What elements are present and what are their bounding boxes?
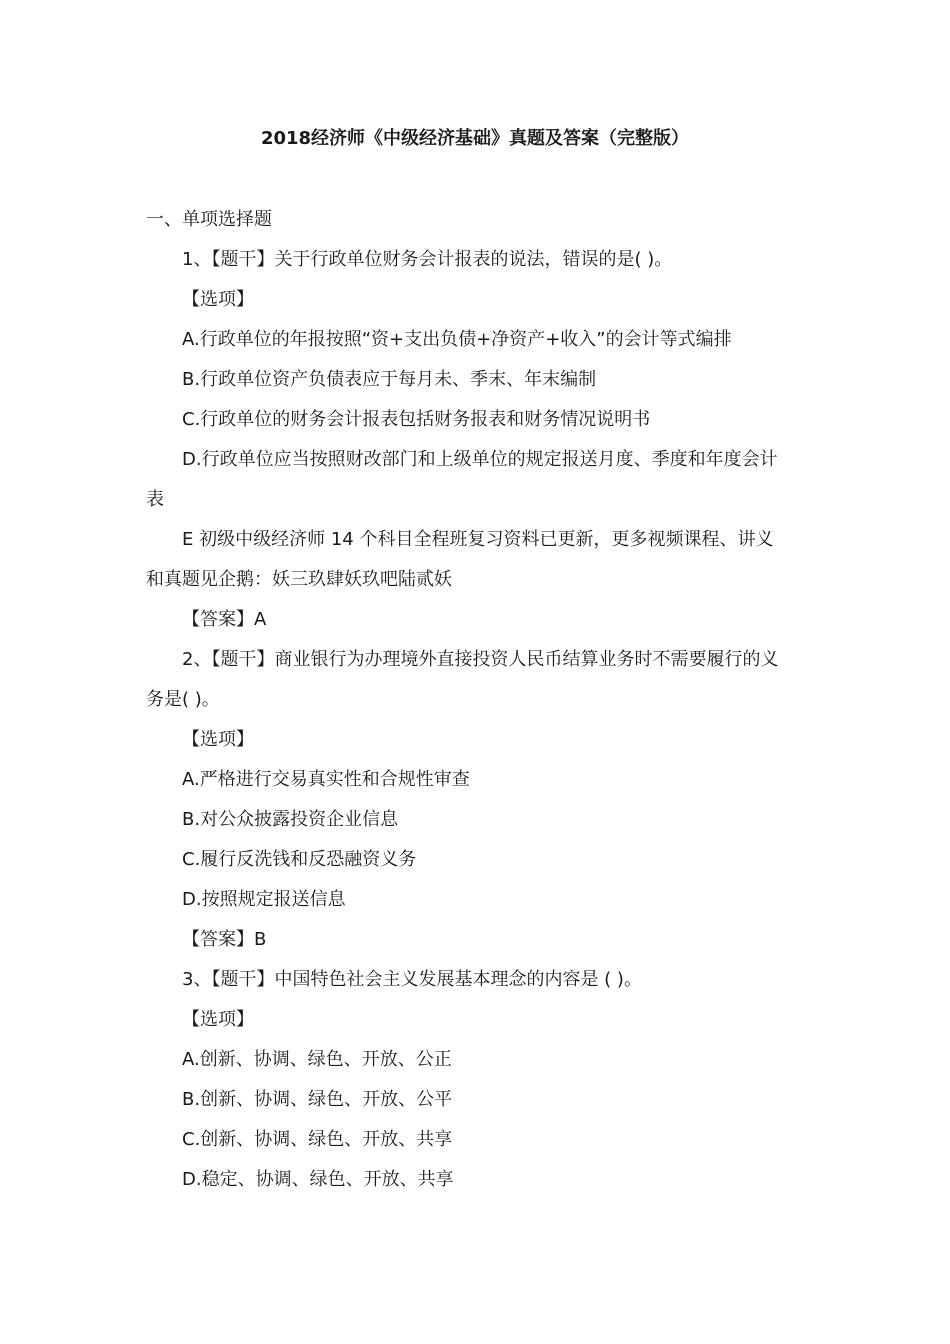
- q2-answer: 【答案】B: [182, 929, 267, 950]
- promo-note-continued: 和真题见企鹅：妖三玖肆妖玖吧陆贰妖: [146, 569, 452, 590]
- q1-option-a: A.行政单位的年报按照“资+支出负债+净资产+收入”的会计等式编排: [182, 329, 732, 350]
- q3-option-d: D.稳定、协调、绿色、开放、共享: [182, 1169, 454, 1190]
- q1-option-c: C.行政单位的财务会计报表包括财务报表和财务情况说明书: [182, 409, 651, 430]
- q3-option-a: A.创新、协调、绿色、开放、公正: [182, 1049, 452, 1070]
- document-title: 2018经济师《中级经济基础》真题及答案（完整版）: [260, 128, 690, 149]
- q2-options-label: 【选项】: [182, 729, 254, 750]
- q3-options-label: 【选项】: [182, 1009, 254, 1030]
- q2-option-b: B.对公众披露投资企业信息: [182, 809, 399, 830]
- q3-option-c: C.创新、协调、绿色、开放、共享: [182, 1129, 453, 1150]
- q1-answer: 【答案】A: [182, 609, 267, 630]
- section-heading: 一、单项选择题: [146, 209, 272, 230]
- q1-options-label: 【选项】: [182, 289, 254, 310]
- q3-stem: 3、【题干】中国特色社会主义发展基本理念的内容是 ( )。: [182, 969, 642, 990]
- q2-option-d: D.按照规定报送信息: [182, 889, 346, 910]
- q1-option-d-continued: 表: [146, 489, 164, 510]
- q1-option-d: D.行政单位应当按照财改部门和上级单位的规定报送月度、季度和年度会计: [182, 449, 778, 470]
- q1-option-b: B.行政单位资产负债表应于每月未、季末、年末编制: [182, 369, 597, 390]
- q3-option-b: B.创新、协调、绿色、开放、公平: [182, 1089, 453, 1110]
- q2-option-a: A.严格进行交易真实性和合规性审查: [182, 769, 470, 790]
- q2-stem: 2、【题干】商业银行为办理境外直接投资人民币结算业务时不需要履行的义: [182, 649, 779, 670]
- q1-stem: 1、【题干】关于行政单位财务会计报表的说法，错误的是( )。: [182, 249, 673, 270]
- q2-option-c: C.履行反洗钱和反恐融资义务: [182, 849, 417, 870]
- q2-stem-continued: 务是( )。: [146, 689, 220, 710]
- promo-note: E 初级中级经济师 14 个科目全程班复习资料已更新，更多视频课程、讲义: [182, 529, 774, 550]
